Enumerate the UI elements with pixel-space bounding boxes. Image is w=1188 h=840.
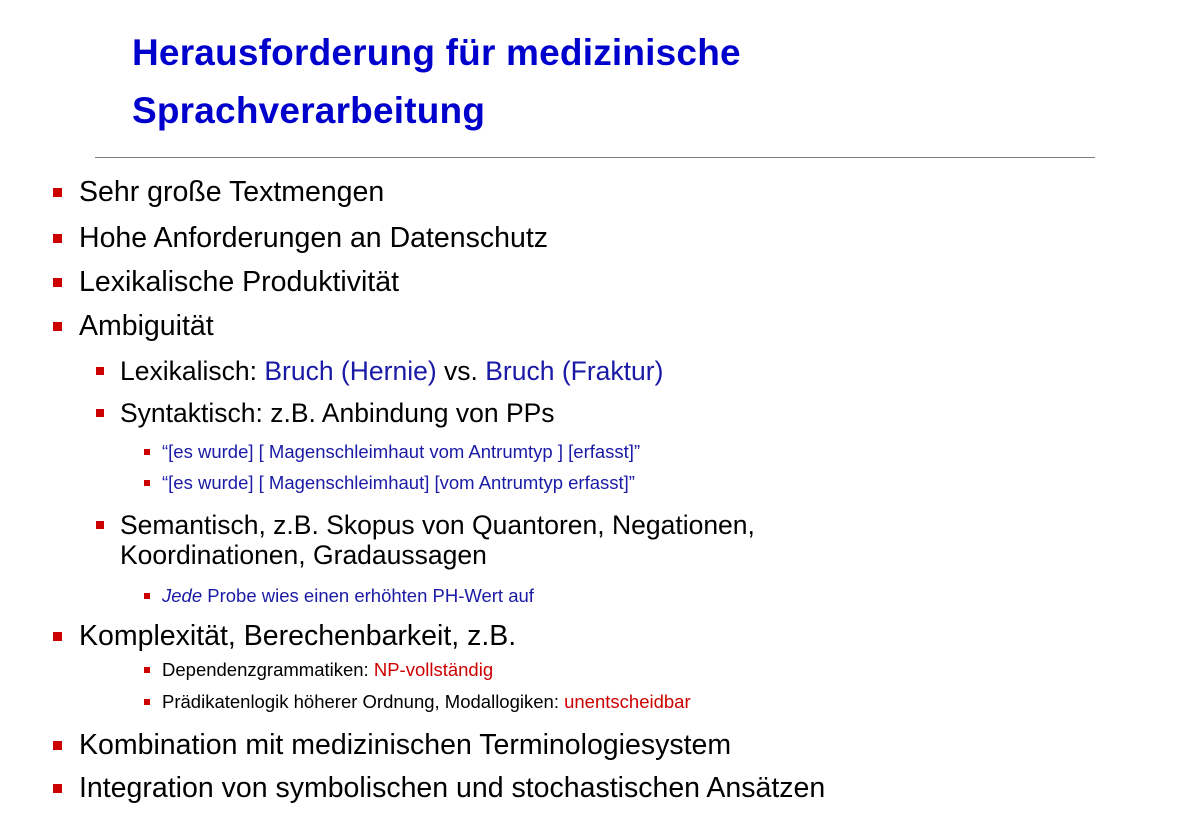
list-item-subsub xyxy=(162,585,534,607)
list-item xyxy=(79,310,214,342)
square-bullet-icon xyxy=(53,234,62,243)
item-text: Kombination mit medizinischen Terminologiesystem xyxy=(79,729,732,761)
item-text: Komplexität, Berechenbarkeit, z.B. xyxy=(79,620,517,652)
item-text: Probe wies einen erhöhten PH-Wert auf xyxy=(202,585,534,606)
square-bullet-icon xyxy=(96,521,104,529)
list-item-sub xyxy=(120,398,555,428)
list-item xyxy=(79,729,731,761)
example-term: Bruch (Hernie) xyxy=(264,356,437,386)
square-bullet-icon xyxy=(53,322,62,331)
square-bullet-icon xyxy=(53,741,62,750)
item-text: Ambiguität xyxy=(79,310,214,342)
list-item xyxy=(79,176,384,208)
square-bullet-icon xyxy=(96,409,104,417)
complexity-value: unentscheidbar xyxy=(564,691,691,712)
square-bullet-icon xyxy=(144,449,150,455)
square-bullet-icon xyxy=(53,632,62,641)
list-item-subsub xyxy=(162,472,635,494)
item-text: “[es wurde] [ Magenschleimhaut vom Antrumtyp ] [erfasst]” xyxy=(162,441,641,462)
item-text: Hohe Anforderungen an Datenschutz xyxy=(79,222,548,254)
square-bullet-icon xyxy=(53,784,62,793)
item-text: Syntaktisch: z.B. Anbindung von PPs xyxy=(120,398,555,428)
square-bullet-icon xyxy=(144,480,150,486)
list-item-subsub xyxy=(162,441,640,463)
item-text: Lexikalisch: xyxy=(120,356,265,386)
item-text: Lexikalische Produktivität xyxy=(79,266,399,298)
title-line-2: Sprachverarbeitung xyxy=(132,90,486,131)
item-text: “[es wurde] [ Magenschleimhaut] [vom Antrumtyp erfasst]” xyxy=(162,472,635,493)
square-bullet-icon xyxy=(144,699,150,705)
item-text: Sehr große Textmengen xyxy=(79,176,385,208)
complexity-value: NP-vollständig xyxy=(373,659,494,680)
item-text: vs. xyxy=(436,356,486,386)
square-bullet-icon xyxy=(53,188,62,197)
item-text: Koordinationen, Gradaussagen xyxy=(120,540,487,570)
square-bullet-icon xyxy=(144,593,150,599)
list-item-sub xyxy=(120,356,663,386)
square-bullet-icon xyxy=(53,278,62,287)
list-item xyxy=(79,266,399,298)
item-text: Prädikatenlogik höherer Ordnung, Modallogiken: xyxy=(162,691,565,712)
title-line-1: Herausforderung für medizinische xyxy=(132,32,741,73)
item-text: Dependenzgrammatiken: xyxy=(162,659,374,680)
list-item-subsub xyxy=(162,691,691,713)
example-term: Bruch (Fraktur) xyxy=(485,356,664,386)
list-item xyxy=(79,222,548,254)
item-text: Semantisch, z.B. Skopus von Quantoren, Negationen, xyxy=(120,510,755,540)
list-item xyxy=(79,620,516,652)
emphasis-text: Jede xyxy=(162,585,203,606)
list-item xyxy=(79,772,825,804)
list-item-sub xyxy=(120,510,755,570)
list-item-subsub xyxy=(162,659,493,681)
square-bullet-icon xyxy=(96,367,104,375)
item-text: Integration von symbolischen und stochastischen Ansätzen xyxy=(79,772,826,804)
square-bullet-icon xyxy=(144,667,150,673)
